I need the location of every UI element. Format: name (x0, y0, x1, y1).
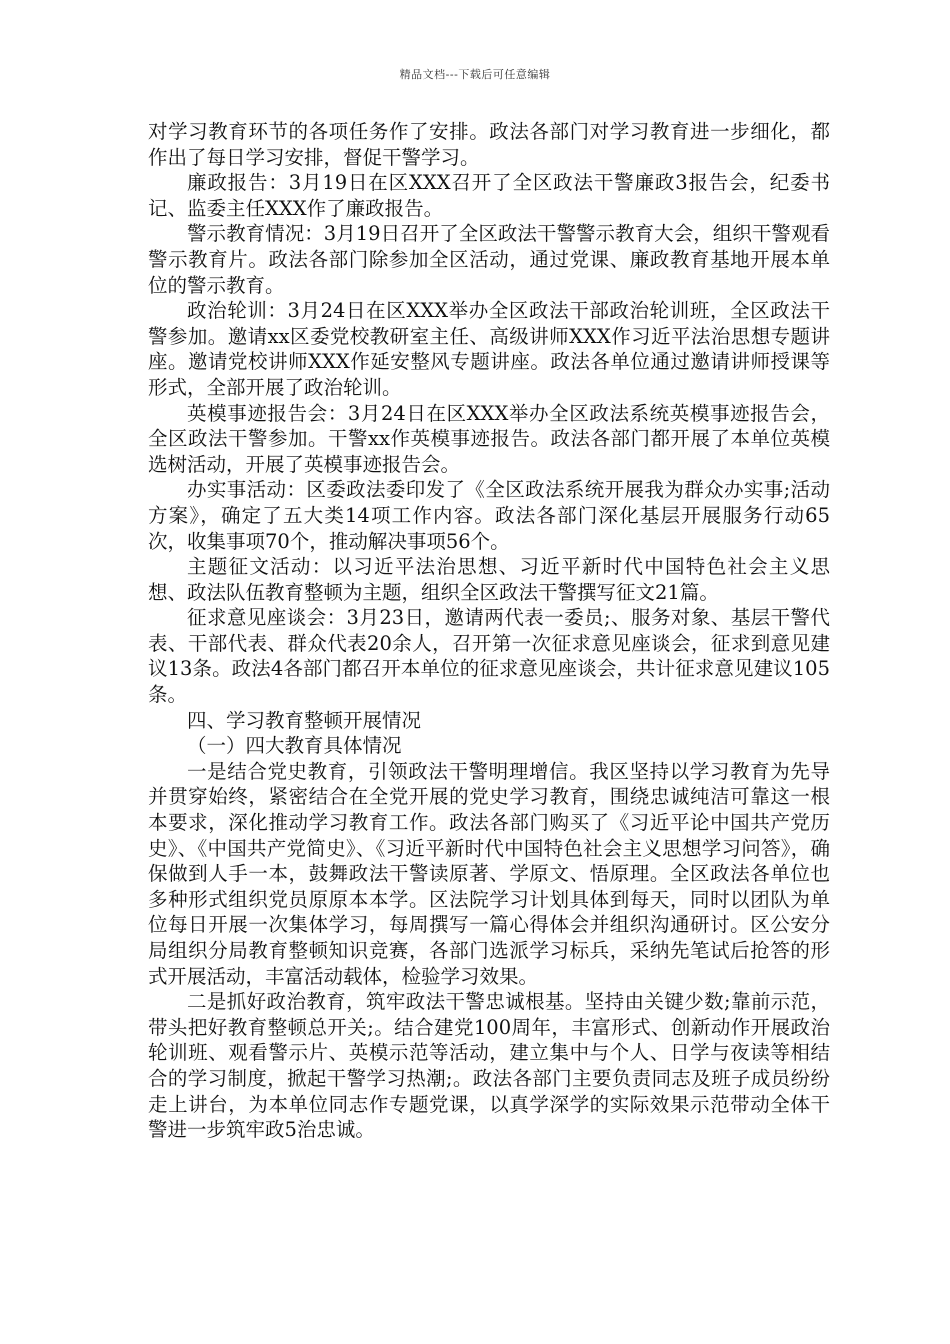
paragraph-practical-activities: 办实事活动：区委政法委印发了《全区政法系统开展我为群众办实事;活动方案》，确定了五大类14项工作内容。政法各部门深化基层开展服务行动65次，收集事项70个，推动解决事项56个。 (148, 478, 830, 553)
paragraph-essay-activity: 主题征文活动：以习近平法治思想、习近平新时代中国特色社会主义思想、政法队伍教育整顿为主题，组织全区政法干警撰写征文21篇。 (148, 555, 830, 604)
paragraph-hero-report: 英模事迹报告会：3月24日在区XXX举办全区政法系统英模事迹报告会，全区政法干警参加。干警xx作英模事迹报告。政法各部门都开展了本单位英模选树活动，开展了英模事迹报告会。 (148, 401, 830, 476)
document-body (148, 119, 830, 1143)
paragraph-continuation: 对学习教育环节的各项任务作了安排。政法各部门对学习教育进一步细化，都作出了每日学习安排，督促干警学习。 (148, 120, 830, 169)
paragraph-anti-corruption-report: 廉政报告：3月19日在区XXX召开了全区政法干警廉政3报告会，纪委书记、监委主任XXX作了廉政报告。 (148, 171, 830, 220)
paragraph-political-training: 政治轮训：3月24日在区XXX举办全区政法干部政治轮训班，全区政法干警参加。邀请xx区委党校教研室主任、高级讲师XXX作习近平法治思想专题讲座。邀请党校讲师XXX作延安整风专题讲座。政法各单位通过邀请讲师授课等形式，全部开展了政治轮训。 (148, 299, 830, 399)
subsection-heading: （一）四大教育具体情况 (187, 734, 402, 758)
page-header: 精品文档---下载后可任意编辑 (399, 68, 551, 81)
paragraph-party-history-education: 一是结合党史教育，引领政法干警明理增信。我区坚持以学习教育为先导并贯穿始终，紧密结合在全党开展的党史学习教育，围绕忠诚纯洁可靠这一根本要求，深化推动学习教育工作。政法各部门购买了《习近平论中国共产党历史》、《中国共产党简史》、《习近平新时代中国特色社会主义思想学习问答》，确保做到人手一本，鼓舞政法干警读原著、学原文、悟原理。全区政法各单位也多种形式组织党员原原本本学。区法院学习计划具体到每天，同时以团队为单位每日开展一次集体学习，每周撰写一篇心得体会并组织沟通研讨。区公安分局组织分局教育整顿知识竞赛，各部门选派学习标兵，采纳先笔试后抢答的形式开展活动，丰富活动载体，检验学习效果。 (148, 759, 830, 988)
paragraph-political-education: 二是抓好政治教育，筑牢政法干警忠诚根基。坚持由关键少数;靠前示范，带头把好教育整顿总开关;。结合建党100周年，丰富形式、创新动作开展政治轮训班、观看警示片、英模示范等活动，建立集中与个人、日学与夜读等相结合的学习制度，掀起干警学习热潮;。政法各部门主要负责同志及班子成员纷纷走上讲台，为本单位同志作专题党课，以真学深学的实际效果示范带动全体干警进一步筑牢政5治忠诚。 (148, 990, 830, 1142)
paragraph-opinion-forum: 征求意见座谈会：3月23日，邀请两代表一委员;、服务对象、基层干警代表、干部代表、群众代表20余人，召开第一次征求意见座谈会，征求到意见建议13条。政法4各部门都召开本单位的征求意见座谈会，共计征求意见建议105条。 (148, 606, 830, 707)
paragraph-warning-education: 警示教育情况：3月19日召开了全区政法干警警示教育大会，组织干警观看警示教育片。政法各部门除参加全区活动，通过党课、廉政教育基地开展本单位的警示教育。 (148, 222, 830, 297)
section-heading: 四、学习教育整顿开展情况 (187, 708, 422, 732)
